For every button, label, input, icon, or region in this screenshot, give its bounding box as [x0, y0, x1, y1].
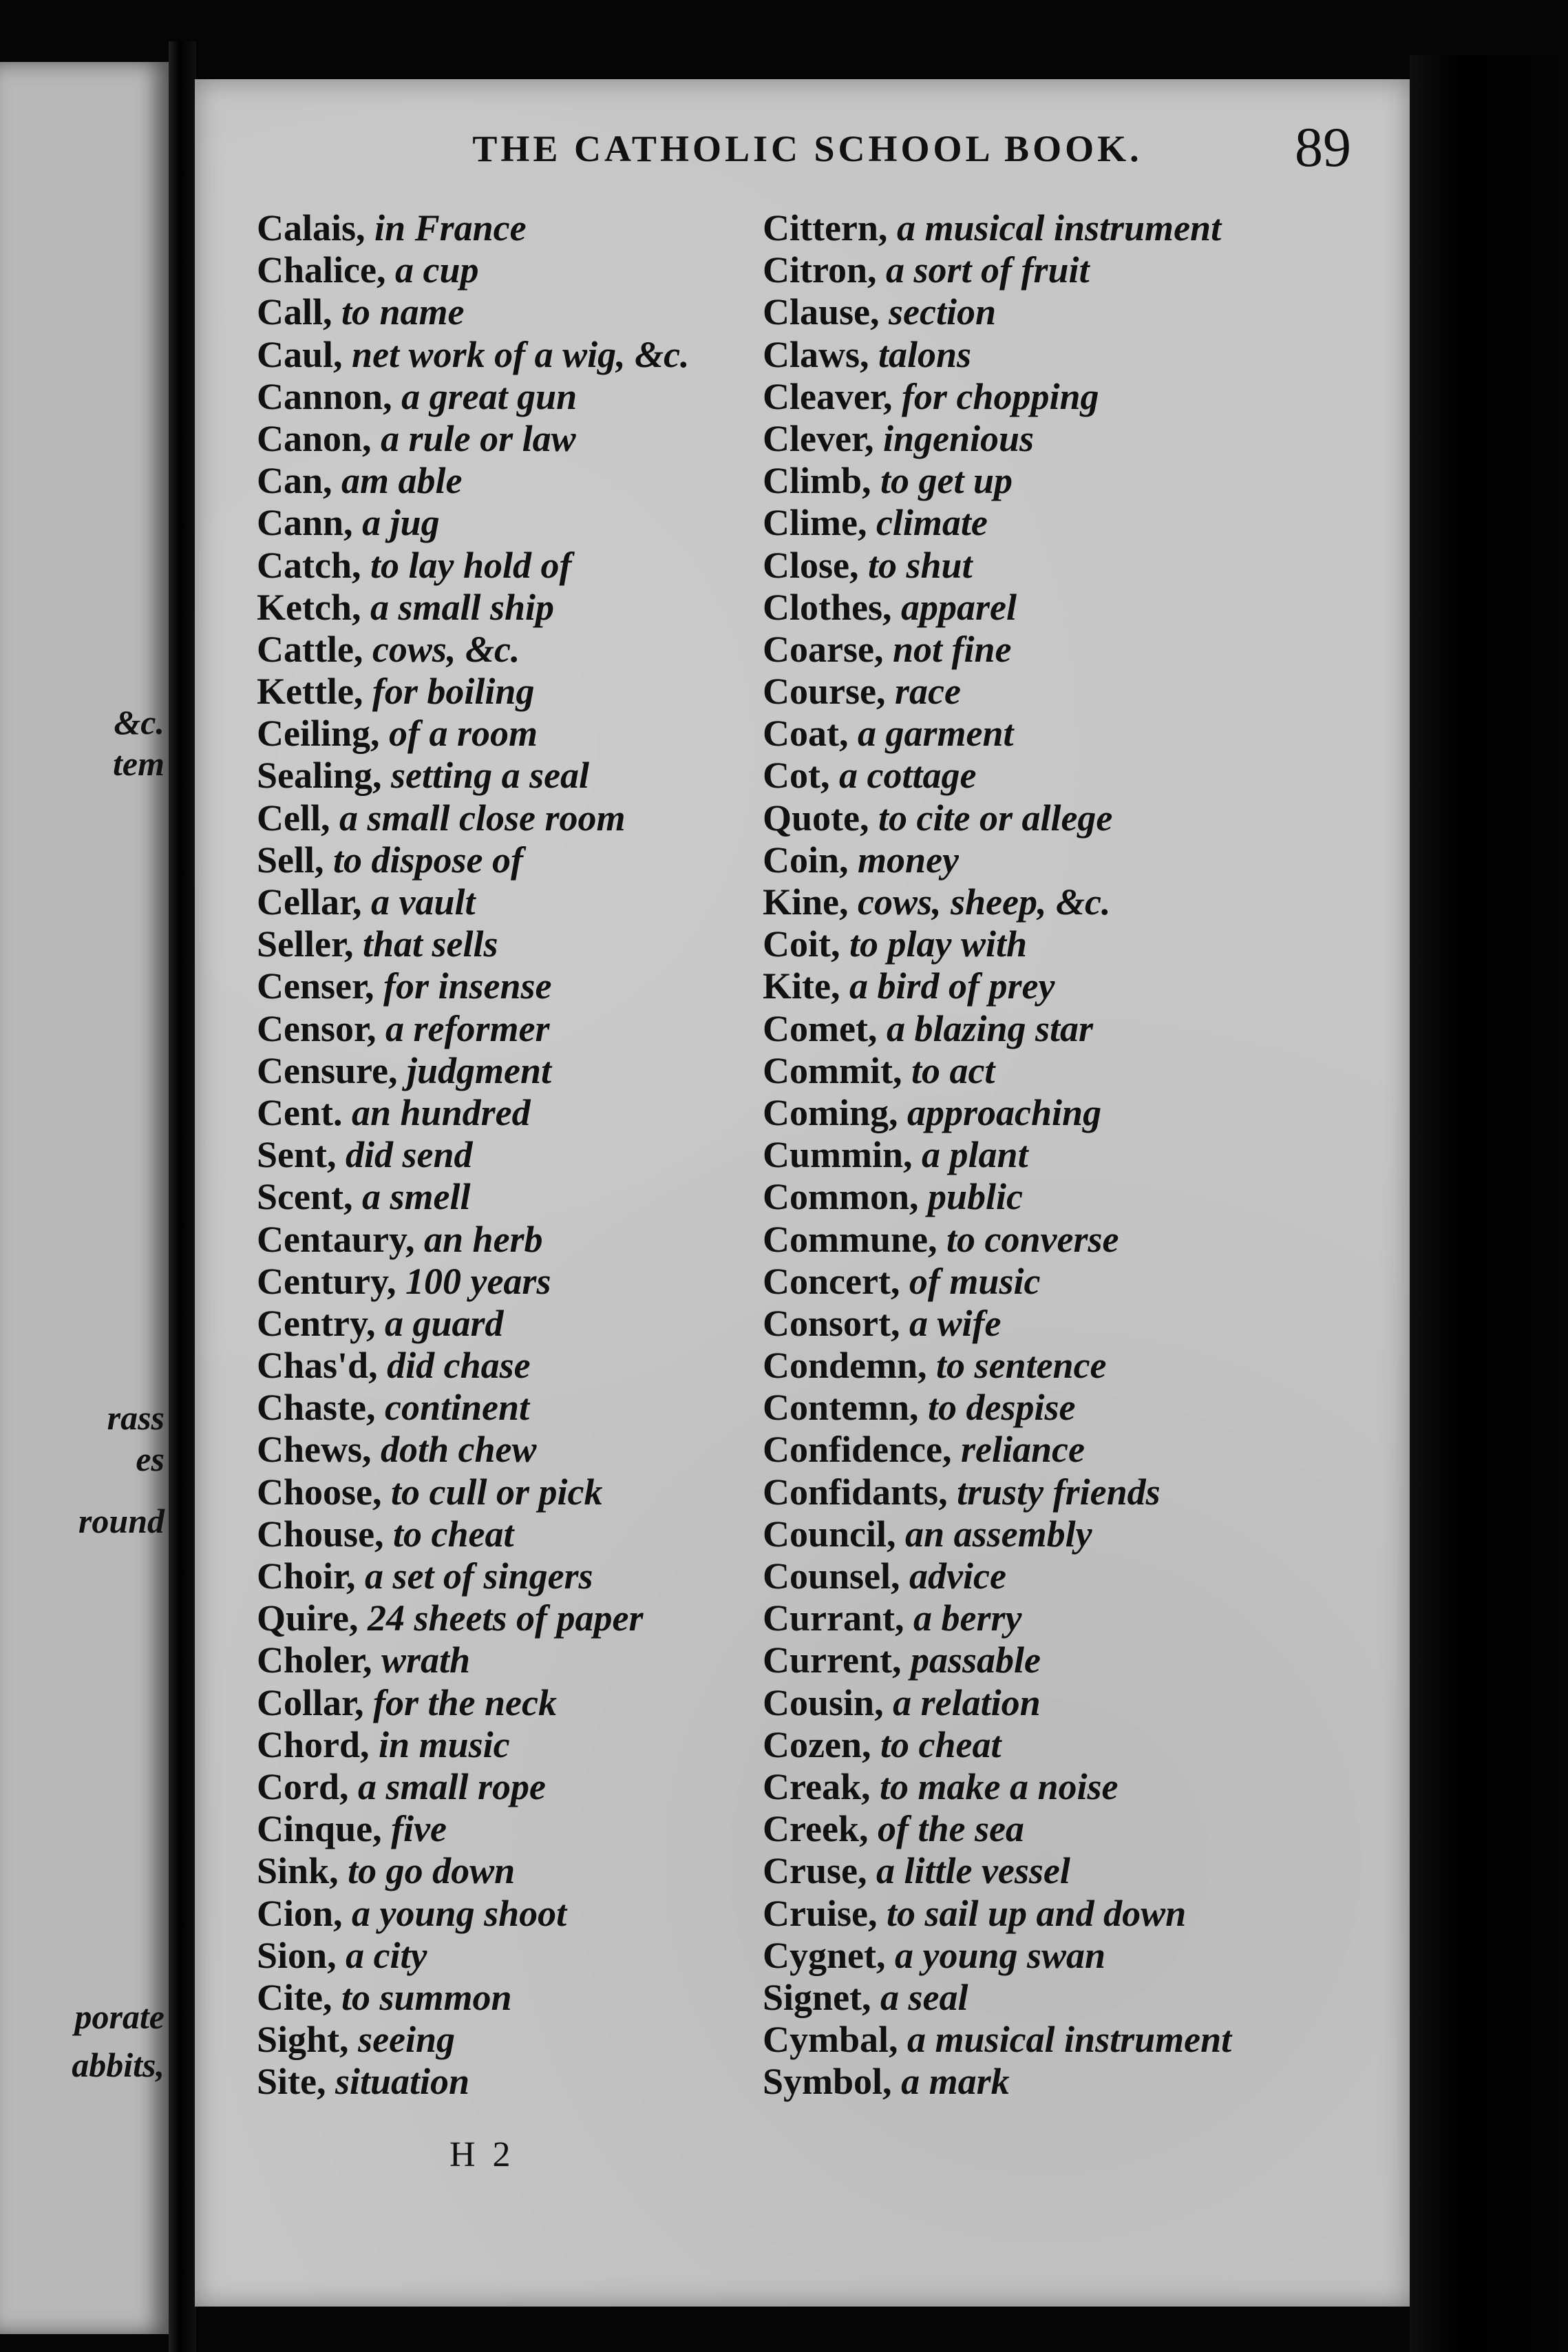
headword: Site, — [257, 2061, 326, 2103]
headword: Cleaver, — [763, 375, 893, 417]
word-entry — [257, 2019, 780, 2061]
word-entry — [763, 965, 1396, 1007]
definition: approaching — [907, 1091, 1102, 1133]
word-entry — [763, 1134, 1396, 1176]
definition: an hundred — [351, 1091, 531, 1133]
definition: a young shoot — [352, 1892, 567, 1934]
definition: a garment — [857, 713, 1014, 755]
definition: to play with — [849, 923, 1028, 965]
headword: Climb, — [763, 460, 871, 502]
definition: seeing — [358, 2019, 456, 2061]
definition: five — [391, 1808, 447, 1850]
word-entry — [763, 2061, 1396, 2103]
headword: Cite, — [257, 1976, 332, 2018]
definition: reliance — [960, 1429, 1085, 1471]
word-entry — [257, 460, 780, 502]
headword: Cellar, — [257, 881, 362, 923]
word-entry — [257, 2061, 780, 2103]
printer-signature-mark: H 2 — [449, 2135, 515, 2174]
definition: for boiling — [372, 671, 535, 713]
word-entry — [763, 1893, 1396, 1935]
definition: a smell — [361, 1176, 471, 1218]
headword: Quire, — [257, 1597, 359, 1639]
headword: Clause, — [763, 291, 880, 333]
word-entry — [763, 502, 1396, 544]
definition: a little vessel — [876, 1850, 1070, 1892]
headword: Coin, — [763, 839, 849, 881]
definition: to cheat — [393, 1513, 514, 1555]
headword: Counsel, — [763, 1555, 900, 1597]
headword: Citron, — [763, 249, 877, 291]
headword: Caul, — [257, 333, 343, 375]
definition: for the neck — [373, 1681, 557, 1723]
definition: for insense — [383, 965, 552, 1007]
word-entry — [257, 1682, 780, 1724]
headword: Cell, — [257, 797, 330, 839]
word-entry — [763, 1850, 1396, 1892]
headword: Symbol, — [763, 2061, 892, 2103]
headword: Cann, — [257, 502, 353, 544]
headword: Commit, — [763, 1049, 902, 1091]
headword: Cruse, — [763, 1850, 867, 1892]
headword: Clime, — [763, 502, 867, 544]
headword: Current, — [763, 1639, 902, 1681]
definition: am able — [341, 460, 463, 502]
definition: a plant — [922, 1134, 1028, 1176]
definition: to go down — [348, 1850, 516, 1892]
definition: an assembly — [905, 1513, 1092, 1555]
page-edge-shadow — [1410, 55, 1568, 2352]
word-entry — [763, 1808, 1396, 1850]
word-entry — [763, 629, 1396, 671]
headword: Chews, — [257, 1429, 372, 1471]
facing-page-fragment: porate — [74, 1997, 165, 2036]
definition: setting a seal — [391, 755, 590, 797]
definition: talons — [878, 333, 972, 375]
headword: Creak, — [763, 1765, 871, 1807]
word-entry — [257, 923, 780, 965]
word-entry — [763, 334, 1396, 376]
headword: Council, — [763, 1513, 896, 1555]
word-entry — [763, 545, 1396, 587]
definition: of music — [909, 1260, 1041, 1302]
headword: Calais, — [257, 207, 365, 249]
word-entry — [763, 923, 1396, 965]
word-entry — [763, 1639, 1396, 1681]
definition: 100 years — [405, 1260, 551, 1302]
page-number: 89 — [1295, 116, 1351, 178]
facing-page-fragments — [0, 62, 169, 2334]
word-entry — [257, 545, 780, 587]
word-entry — [257, 207, 780, 249]
facing-page-fragment: tem — [113, 744, 165, 783]
definition: doth chew — [381, 1429, 537, 1471]
headword: Catch, — [257, 544, 361, 586]
definition: in France — [374, 207, 527, 249]
definition: a jug — [362, 502, 440, 544]
definition: a bird of prey — [849, 965, 1055, 1007]
definition: a young swan — [894, 1934, 1106, 1976]
headword: Kite, — [763, 965, 840, 1007]
definition: a guard — [384, 1302, 504, 1344]
word-entry — [763, 2019, 1396, 2061]
definition: section — [889, 291, 997, 333]
headword: Claws, — [763, 333, 869, 375]
definition: a cup — [394, 249, 479, 291]
word-entry — [257, 1808, 780, 1850]
definition: net work of a wig, &c. — [352, 333, 690, 375]
definition: ingenious — [882, 417, 1035, 459]
word-entry — [257, 1977, 780, 2019]
word-entry — [763, 881, 1396, 923]
word-entry — [257, 797, 780, 839]
facing-page-fragment: abbits, — [72, 2046, 165, 2084]
headword: Scent, — [257, 1176, 353, 1218]
headword: Course, — [763, 671, 886, 713]
definition: wrath — [381, 1639, 471, 1681]
word-entry — [763, 249, 1396, 291]
headword: Sell, — [257, 839, 324, 881]
word-entry — [257, 1724, 780, 1766]
headword: Kine, — [763, 881, 849, 923]
definition: a musical instrument — [907, 2019, 1232, 2061]
definition: a sort of fruit — [886, 249, 1090, 291]
word-entry — [763, 671, 1396, 713]
definition: a small ship — [370, 586, 555, 628]
headword: Condemn, — [763, 1345, 927, 1387]
word-entry — [257, 713, 780, 755]
word-entry — [763, 1555, 1396, 1597]
book-gutter — [169, 41, 196, 2352]
word-entry — [763, 1345, 1396, 1387]
word-entry — [257, 1261, 780, 1303]
definition: to make a noise — [880, 1765, 1119, 1807]
headword: Choose, — [257, 1471, 382, 1513]
word-entry — [257, 1471, 780, 1513]
headword: Cent. — [257, 1091, 343, 1133]
definition: to summon — [341, 1976, 512, 2018]
facing-page-fragment: es — [136, 1440, 165, 1478]
definition: to sentence — [936, 1345, 1107, 1387]
headword: Cummin, — [763, 1134, 913, 1176]
definition: race — [894, 671, 961, 713]
word-entry — [257, 291, 780, 333]
word-entry — [257, 881, 780, 923]
word-entry — [763, 207, 1396, 249]
headword: Consort, — [763, 1302, 900, 1344]
headword: Cozen, — [763, 1723, 871, 1765]
definition: a rule or law — [381, 417, 576, 459]
headword: Coarse, — [763, 628, 884, 670]
headword: Concert, — [763, 1260, 900, 1302]
headword: Sight, — [257, 2019, 349, 2061]
word-entry — [763, 376, 1396, 418]
definition: did chase — [387, 1345, 531, 1387]
book-page — [195, 79, 1410, 2307]
word-entry — [763, 418, 1396, 460]
headword: Sealing, — [257, 755, 382, 797]
headword: Choler, — [257, 1639, 372, 1681]
headword: Century, — [257, 1260, 396, 1302]
word-entry — [763, 1597, 1396, 1639]
headword: Chaste, — [257, 1387, 376, 1429]
definition: of the sea — [877, 1808, 1024, 1850]
headword: Sink, — [257, 1850, 339, 1892]
headword: Cruise, — [763, 1892, 878, 1934]
definition: advice — [909, 1555, 1006, 1597]
definition: cows, sheep, &c. — [858, 881, 1111, 923]
word-entry — [763, 1766, 1396, 1808]
word-entry — [257, 249, 780, 291]
headword: Cattle, — [257, 628, 363, 670]
definition: to dispose of — [333, 839, 524, 881]
definition: apparel — [901, 586, 1017, 628]
definition: in music — [379, 1723, 510, 1765]
definition: a wife — [909, 1302, 1002, 1344]
headword: Censure, — [257, 1049, 398, 1091]
word-entry — [763, 797, 1396, 839]
word-entry — [763, 839, 1396, 881]
definition: to despise — [928, 1387, 1076, 1429]
headword: Centry, — [257, 1302, 376, 1344]
definition: that sells — [362, 923, 498, 965]
headword: Centaury, — [257, 1218, 415, 1260]
definition: money — [858, 839, 960, 881]
word-entry — [257, 1219, 780, 1261]
definition: to cheat — [880, 1723, 1002, 1765]
facing-page-fragment: &c. — [114, 703, 165, 742]
headword: Confidants, — [763, 1471, 948, 1513]
word-entry — [763, 1303, 1396, 1345]
word-entry — [257, 1345, 780, 1387]
word-entry — [257, 1850, 780, 1892]
word-entry — [257, 965, 780, 1007]
definition: a great gun — [401, 375, 578, 417]
word-entry — [257, 1513, 780, 1555]
headword: Commune, — [763, 1218, 937, 1260]
definition: to name — [341, 291, 465, 333]
word-entry — [763, 1471, 1396, 1513]
word-entry — [763, 460, 1396, 502]
definition: of a room — [389, 713, 538, 755]
headword: Seller, — [257, 923, 354, 965]
word-entry — [763, 1387, 1396, 1429]
definition: a cottage — [838, 755, 977, 797]
headword: Cygnet, — [763, 1934, 886, 1976]
headword: Clothes, — [763, 586, 892, 628]
definition: public — [928, 1176, 1024, 1218]
definition: passable — [910, 1639, 1041, 1681]
word-entry — [257, 1639, 780, 1681]
word-entry — [257, 1893, 780, 1935]
word-entry — [763, 587, 1396, 629]
definition: trusty friends — [957, 1471, 1161, 1513]
definition: a blazing star — [886, 1007, 1094, 1049]
word-entry — [763, 755, 1396, 797]
word-entry — [257, 1387, 780, 1429]
definition: a small rope — [358, 1765, 547, 1807]
headword: Cannon, — [257, 375, 392, 417]
headword: Currant, — [763, 1597, 904, 1639]
headword: Close, — [763, 544, 859, 586]
word-entry — [257, 671, 780, 713]
headword: Coit, — [763, 923, 840, 965]
definition: not fine — [892, 628, 1012, 670]
definition: cows, &c. — [372, 628, 520, 670]
definition: to converse — [946, 1218, 1119, 1260]
word-entry — [257, 587, 780, 629]
headword: Quote, — [763, 797, 869, 839]
definition: a relation — [893, 1681, 1041, 1723]
headword: Cot, — [763, 755, 830, 797]
word-entry — [763, 1682, 1396, 1724]
headword: Censor, — [257, 1007, 377, 1049]
headword: Cord, — [257, 1765, 349, 1807]
word-entry — [257, 1092, 780, 1134]
headword: Cion, — [257, 1892, 343, 1934]
word-entry — [257, 418, 780, 460]
facing-page-fragment: round — [78, 1502, 165, 1540]
definition: to shut — [867, 544, 973, 586]
word-entry — [257, 1429, 780, 1471]
definition: to act — [911, 1049, 995, 1091]
word-entry — [763, 713, 1396, 755]
word-list-left-column — [257, 207, 780, 2103]
definition: a vault — [370, 881, 476, 923]
headword: Chord, — [257, 1723, 370, 1765]
word-entry — [257, 1766, 780, 1808]
headword: Censer, — [257, 965, 374, 1007]
word-entry — [257, 839, 780, 881]
headword: Coming, — [763, 1091, 898, 1133]
headword: Contemn, — [763, 1387, 919, 1429]
headword: Confidence, — [763, 1429, 952, 1471]
word-entry — [763, 1219, 1396, 1261]
word-entry — [763, 1092, 1396, 1134]
headword: Coat, — [763, 713, 849, 755]
word-entry — [257, 334, 780, 376]
word-entry — [257, 1176, 780, 1218]
headword: Chas'd, — [257, 1345, 378, 1387]
word-entry — [257, 1935, 780, 1977]
headword: Sent, — [257, 1134, 337, 1176]
word-entry — [257, 755, 780, 797]
definition: a small close room — [339, 797, 626, 839]
headword: Cinque, — [257, 1808, 382, 1850]
definition: to get up — [880, 460, 1013, 502]
facing-page-edge — [0, 62, 169, 2334]
headword: Creek, — [763, 1808, 869, 1850]
word-entry — [763, 1935, 1396, 1977]
definition: continent — [385, 1387, 530, 1429]
word-entry — [257, 1555, 780, 1597]
definition: climate — [876, 502, 988, 544]
word-entry — [257, 502, 780, 544]
word-entry — [763, 1513, 1396, 1555]
headword: Choir, — [257, 1555, 356, 1597]
word-entry — [763, 1008, 1396, 1050]
definition: a musical instrument — [896, 207, 1222, 249]
headword: Ceiling, — [257, 713, 380, 755]
word-entry — [763, 1977, 1396, 2019]
headword: Kettle, — [257, 671, 363, 713]
headword: Chalice, — [257, 249, 386, 291]
definition: to cite or allege — [878, 797, 1113, 839]
definition: a mark — [901, 2061, 1010, 2103]
word-entry — [257, 1303, 780, 1345]
definition: judgment — [407, 1049, 552, 1091]
word-entry — [257, 1008, 780, 1050]
word-entry — [257, 1134, 780, 1176]
definition: a set of singers — [365, 1555, 593, 1597]
headword: Sion, — [257, 1934, 337, 1976]
word-entry — [763, 1261, 1396, 1303]
headword: Cittern, — [763, 207, 888, 249]
headword: Common, — [763, 1176, 919, 1218]
definition: a city — [346, 1934, 427, 1976]
word-entry — [257, 629, 780, 671]
definition: a seal — [880, 1976, 968, 2018]
word-entry — [763, 1176, 1396, 1218]
word-entry — [257, 1050, 780, 1092]
facing-page-fragment: rass — [107, 1398, 165, 1437]
definition: did send — [346, 1134, 473, 1176]
definition: a reformer — [385, 1007, 550, 1049]
word-entry — [763, 1724, 1396, 1766]
definition: situation — [335, 2061, 470, 2103]
headword: Signet, — [763, 1976, 871, 2018]
headword: Ketch, — [257, 586, 361, 628]
word-entry — [257, 1597, 780, 1639]
word-list-right-column — [763, 207, 1396, 2103]
running-head: THE CATHOLIC SCHOOL BOOK. — [472, 128, 1143, 169]
headword: Clever, — [763, 417, 874, 459]
definition: to sail up and down — [886, 1892, 1187, 1934]
definition: for chopping — [901, 375, 1099, 417]
word-entry — [257, 376, 780, 418]
definition: to cull or pick — [391, 1471, 603, 1513]
definition: 24 sheets of paper — [368, 1597, 644, 1639]
definition: a berry — [913, 1597, 1022, 1639]
headword: Canon, — [257, 417, 372, 459]
word-entry — [763, 291, 1396, 333]
headword: Cymbal, — [763, 2019, 898, 2061]
word-entry — [763, 1050, 1396, 1092]
definition: to lay hold of — [370, 544, 572, 586]
definition: an herb — [424, 1218, 543, 1260]
headword: Chouse, — [257, 1513, 384, 1555]
headword: Collar, — [257, 1681, 364, 1723]
headword: Comet, — [763, 1007, 878, 1049]
headword: Call, — [257, 291, 332, 333]
headword: Can, — [257, 460, 332, 502]
word-entry — [763, 1429, 1396, 1471]
headword: Cousin, — [763, 1681, 884, 1723]
